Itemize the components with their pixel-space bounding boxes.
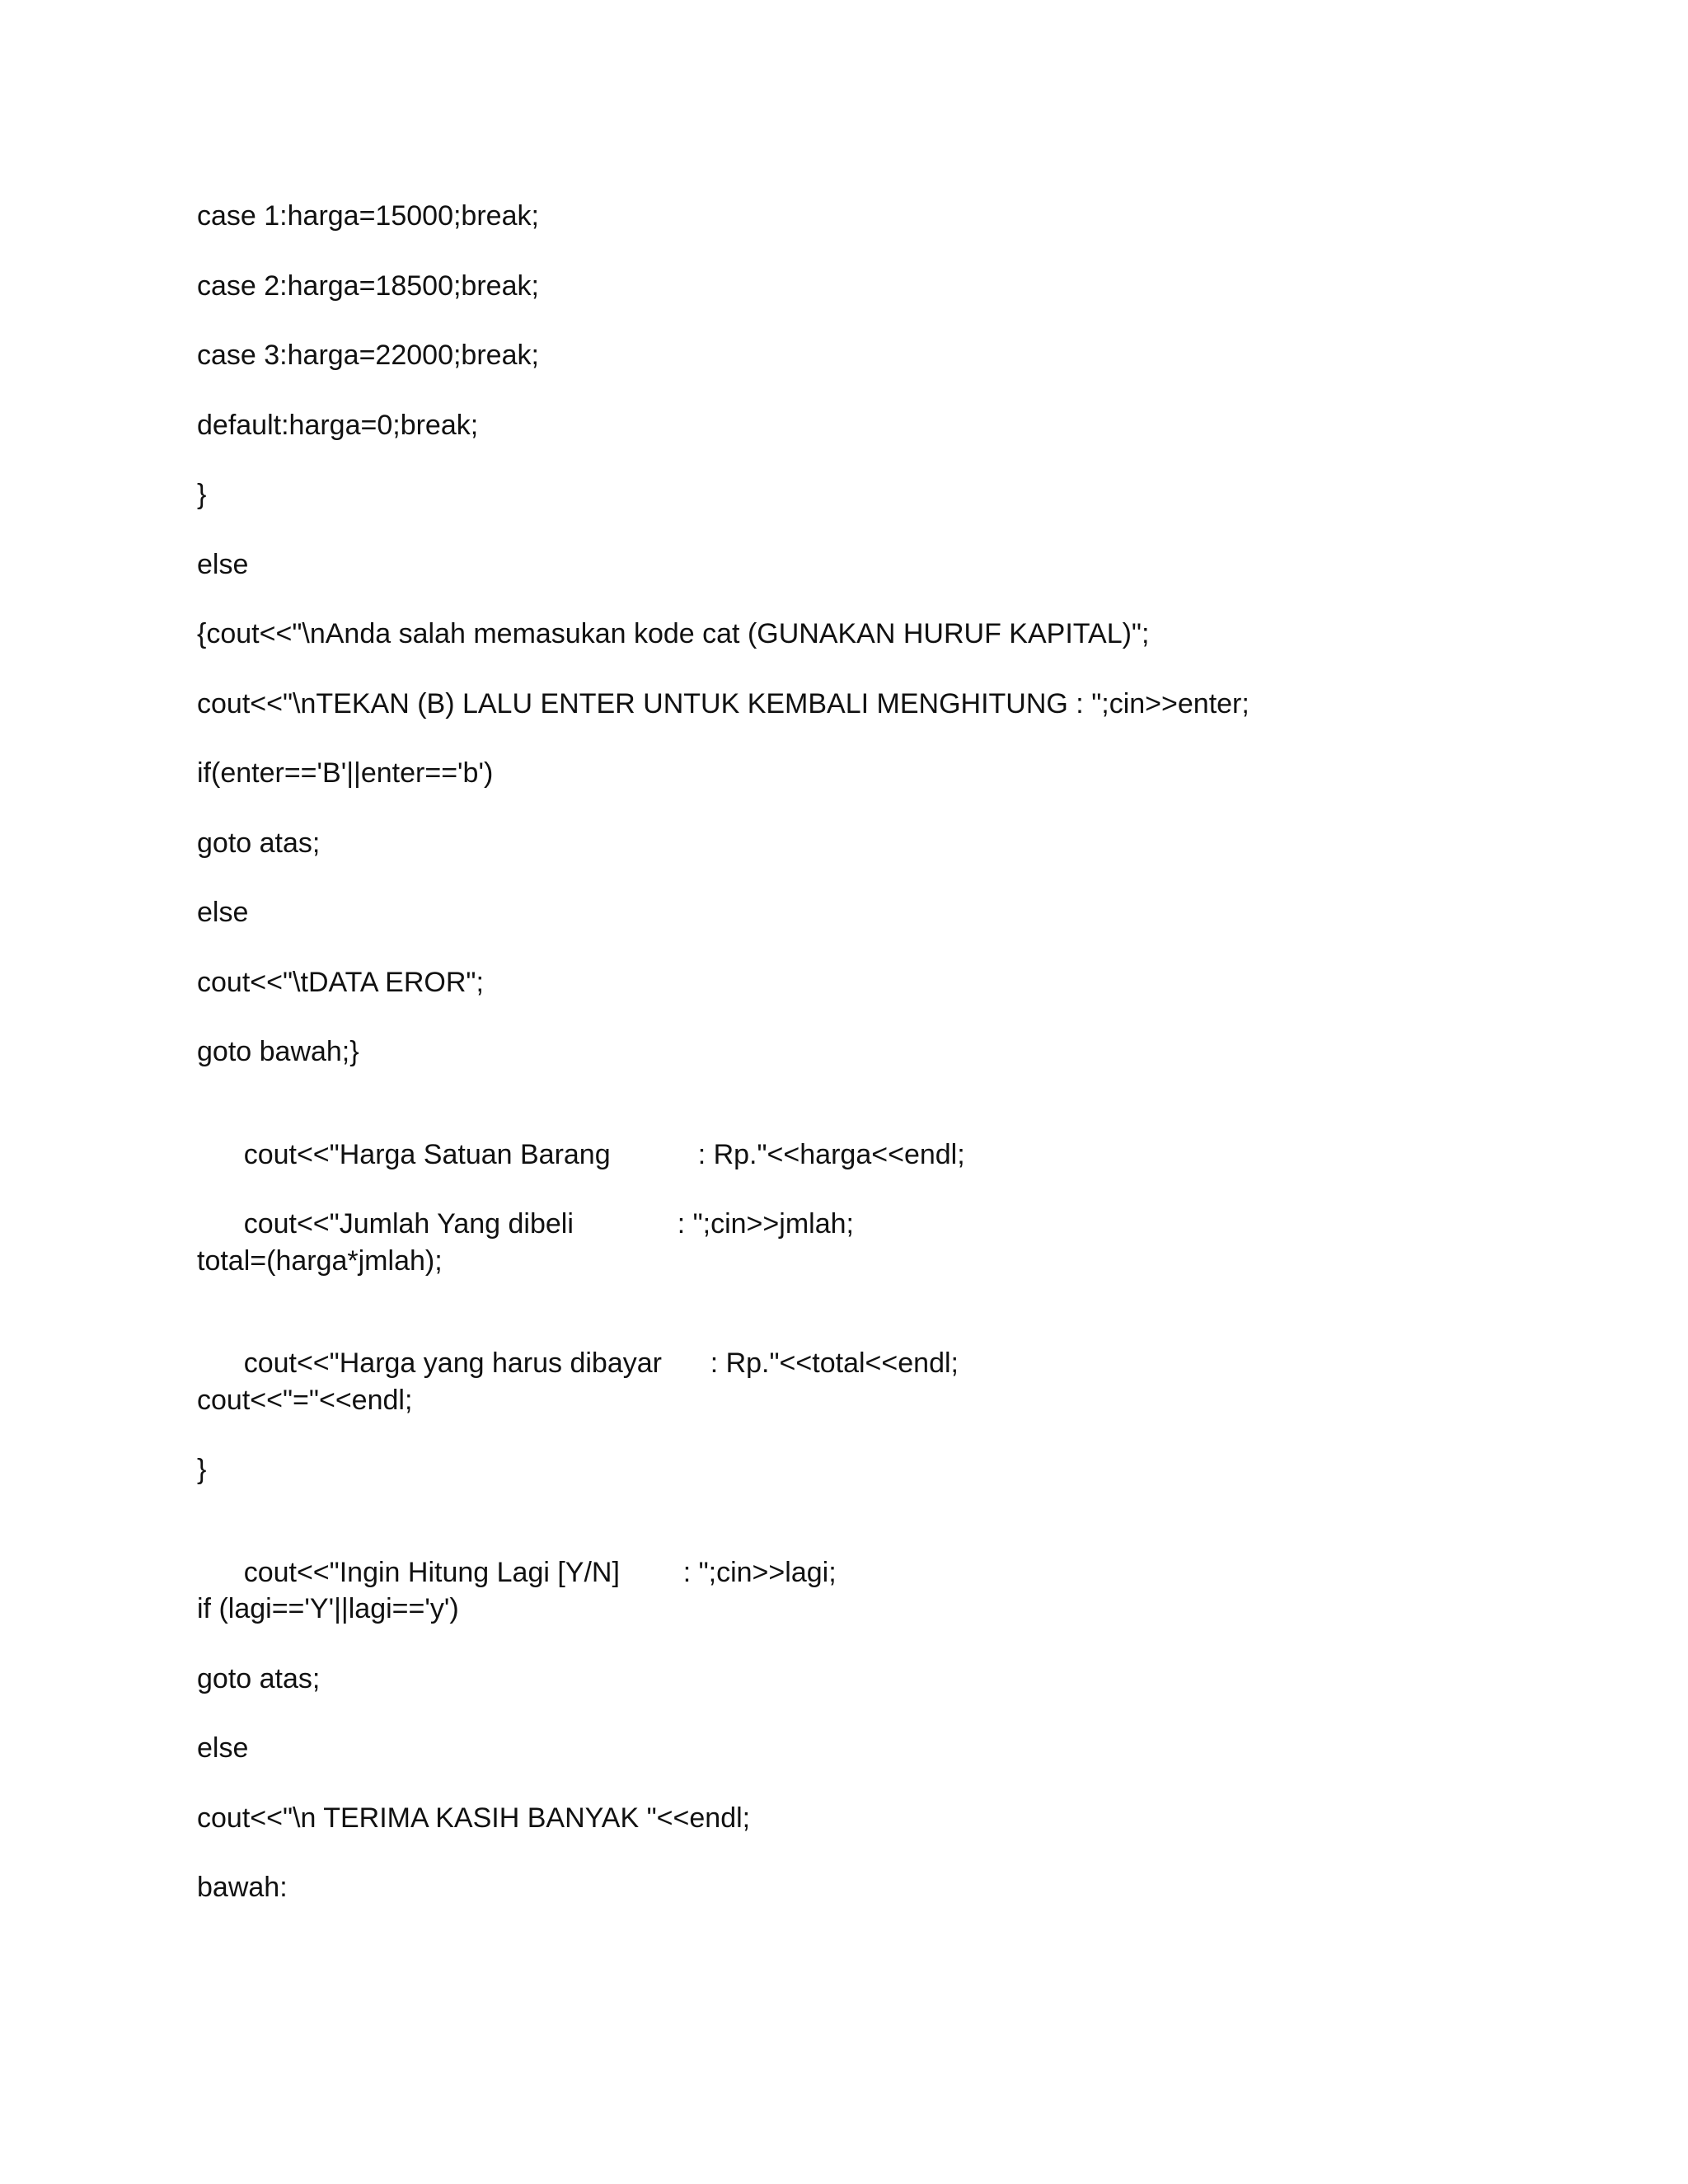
code-line-tail: : ";cin>>jmlah; [677, 1208, 854, 1240]
code-line: } [197, 479, 207, 510]
code-line-left: cout<<"Harga Satuan Barang [243, 1138, 611, 1170]
code-line: cout<<"\tDATA EROR"; [197, 966, 484, 998]
code-line: case 2:harga=18500;break; [197, 269, 539, 302]
code-line: cout<<"\nTEKAN (B) LALU ENTER UNTUK KEMBALI MENGHITUNG : ";cin>>enter; [197, 687, 1250, 719]
code-listing [197, 199, 1598, 1941]
code-line: } [197, 1454, 207, 1485]
code-line-tail: : Rp."<<total<<endl; [710, 1347, 959, 1379]
code-line: cout<<"\n TERIMA KASIH BANYAK "<<endl; [197, 1802, 751, 1834]
code-line: else [197, 897, 249, 928]
code-line: default:harga=0;break; [197, 409, 479, 441]
code-line-left: cout<<"Harga yang harus dibayar [243, 1347, 662, 1379]
code-line-harga-bayar [197, 1314, 1598, 1384]
code-line: {cout<<"\nAnda salah memasukan kode cat (GUNAKAN HURUF KAPITAL)"; [197, 618, 1150, 649]
code-line-jumlah [197, 1174, 1598, 1244]
code-line: bawah: [197, 1872, 288, 1903]
code-line-tail: : ";cin>>lagi; [682, 1556, 837, 1588]
code-line-left: cout<<"Ingin Hitung Lagi [Y/N] [243, 1556, 620, 1588]
code-line-ingin-hitung [197, 1523, 1598, 1593]
code-line: case 3:harga=22000;break; [197, 340, 539, 371]
code-line: cout<<"="<<endl; [197, 1384, 413, 1416]
code-line: goto bawah;} [197, 1036, 359, 1067]
code-line: goto atas; [197, 827, 321, 859]
code-line: goto atas; [197, 1662, 321, 1694]
code-line: else [197, 1732, 249, 1764]
code-line: case 1:harga=15000;break; [197, 200, 539, 232]
code-line: if(enter=='B'||enter=='b') [197, 757, 494, 789]
code-line: total=(harga*jmlah); [197, 1244, 443, 1277]
code-line-harga-satuan [197, 1105, 1598, 1175]
code-line: if (lagi=='Y'||lagi=='y') [197, 1593, 459, 1624]
code-line: else [197, 548, 249, 580]
code-line-tail: : Rp."<<harga<<endl; [697, 1138, 965, 1170]
code-line-left: cout<<"Jumlah Yang dibeli [243, 1208, 574, 1240]
